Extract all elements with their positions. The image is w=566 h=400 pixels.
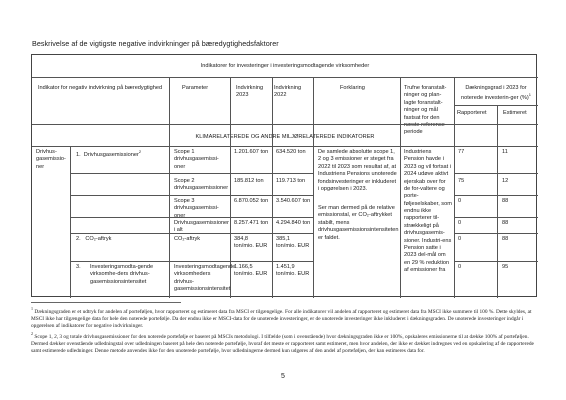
row-3-2022: 3.540.607 ton: [276, 198, 311, 204]
trufne-text: Industriens Pension havde i 2023 og vil fortsat i 2024 udøve aktivt ejerskab over for de for-valtere og porte-føljeselskaber, som endnu ikke rapporterer til-strækkeligt på drivhusgasemis-sioner. Industri-ens Pension satte i 2023 del-mål om en 29 % reduktion af emissioner fra: [404, 149, 452, 273]
header-trufne: Trufne foranstalt-ninger og plan-lagte foranstalt-ninger og mål fastsat for den næste reference-periode: [404, 85, 447, 136]
header-parameter: Parameter: [182, 85, 209, 91]
row-6-parameter: Investeringsmodtagende virksomheders drivhus-gasemissionsintensitet: [174, 264, 236, 293]
row-3-rapporteret: 0: [458, 198, 462, 204]
row-2-2023: 185.812 ton: [234, 178, 264, 184]
row-3-parameter: Scope 3 drivhusgasemissi-oner: [174, 198, 219, 219]
row-2-rapporteret: 75: [458, 178, 465, 184]
row-6-estimeret: 95: [502, 264, 509, 270]
row-5-2022: 385,1 ton/mio. EUR: [276, 236, 310, 250]
row-1-estimeret: 11: [502, 149, 508, 155]
row-4-estimeret: 88: [502, 220, 509, 226]
row-6-rapporteret: 0: [458, 264, 462, 270]
row-4-2022: 4.294.840 ton: [276, 220, 311, 226]
item-3-num: 3.: [76, 264, 81, 270]
row-4-2023: 8.257.471 ton: [234, 220, 269, 226]
pai-table: [31, 54, 537, 297]
header-indicator: Indikator for negativ indvirkning på bæredygtighed: [38, 85, 163, 91]
row-2-estimeret: 12: [502, 178, 509, 184]
footnotes: [31, 306, 539, 356]
header-daekning: Dækningsgrad i 2023 for noterede investerin-ger (%)$^1$: [460, 85, 531, 102]
item-1: 1. Drivhusgasemissioner$^2$: [76, 149, 142, 158]
group-label: Drivhus-gasemissio-ner: [36, 149, 66, 170]
item-2: 2. CO₂-aftryk: [76, 236, 112, 242]
header-indvirkning-2022: Indvirkning 2022: [274, 85, 302, 99]
header-forklaring: Forklaring: [340, 85, 365, 91]
header-indvirkning-2023: Indvirkning 2023: [236, 85, 264, 99]
row-5-rapporteret: 0: [458, 236, 462, 242]
section-heading: KLIMARELATEREDE OG ANDRE MILJØRELATEREDE INDIKATORER: [195, 134, 375, 140]
row-5-parameter: CO₂-aftryk: [174, 236, 201, 242]
page-number: 5: [281, 373, 285, 380]
forklaring-text-2: Ser man dermed på de relative emissionstal, er CO₂-aftrykket stabilt, mens drivhusgasemissionsintensiteten er faldet.: [318, 205, 399, 241]
row-1-2022: 634.520 ton: [276, 149, 306, 155]
row-4-rapporteret: 0: [458, 220, 462, 226]
row-5-estimeret: 88: [502, 236, 509, 242]
table-caption: Indikatorer for investeringer i investeringsmodtagende virksomheder: [200, 63, 370, 69]
row-5-2023: 384,8 ton/mio. EUR: [234, 236, 268, 250]
row-1-2023: 1.201.607 ton: [234, 149, 269, 155]
footnote-2: $^2$ Scope 1, 2, 3 og totale drivhusgasemissioner for den noterede portefølje er baseret på MSCIs metodologi. I tilfælde (som i ovenstående) hvor dækningsgraden ikke er 100%, opskaleres emissionerne til at dække 100% af porteføljen. Dermed dækker ovenstående udledningstal over udledningen baseret på hele den noterede portefølje, hvoraf det meste er rapporteret samt estimeret, men hvor andelen, der ikke er dækket indregnes ved en opskalering af de rapporterede samt estimerede udledninger. Denne metode anvendes ikke for den unoterede portefølje, hvor udledningerne dermed kun udgøres af den andel af porteføljen, der kan estimeres data for.: [31, 331, 534, 355]
row-2-2022: 119.713 ton: [276, 178, 306, 184]
row-2-parameter: Scope 2 drivhusgasemissioner: [174, 178, 229, 192]
row-4-parameter: Drivhusgasemissioner i alt: [174, 220, 230, 234]
header-estimeret: Estimeret: [503, 110, 527, 116]
row-6-2022: 1.451,9 ton/mio. EUR: [276, 264, 310, 278]
forklaring-text-1: De samlede absolutte scope 1, 2 og 3 emissioner er steget fra 2022 til 2023 som resultat af, at Industriens Pensions unoterede fondsinvesteringer er inkluderet i opgørelsen i 2023.: [318, 149, 397, 192]
footnote-rule: [31, 302, 181, 303]
header-rapporteret: Rapporteret: [457, 110, 487, 116]
page-title: Beskrivelse af de vigtigste negative indvirkninger på bæredygtighedsfaktorer: [32, 39, 279, 48]
row-1-rapporteret: 77: [458, 149, 465, 155]
row-6-2023: 1.166,5 ton/mio. EUR: [234, 264, 268, 278]
item-3-name: Investeringsmodta-gende virksomhe-ders drivhus-gasemissionsintensitet: [90, 264, 154, 285]
footnote-1: $^1$ Dækningsgraden er et udtryk for andelen af porteføljen, hvor rapporteret og estimeret data fra MSCI er tilgængelige. For alle indikatorer vil andelen af rapporteret og estimeret data fra MSCI ikke summere til 100 %. Dette skyldes, at MSCI ikke har tilgængelige data for hele den noterede portefølje. Da der endnu ikke er MSCI-data for de unoterede investeringer, er de unoterede investeringer ikke inkluderet i dækningsgraden. De unoterede investeringer indgår i opgørelsen af indikatorer for negative indvirkninger.: [31, 306, 532, 329]
row-3-2023: 6.870.052 ton: [234, 198, 269, 204]
row-1-parameter: Scope 1 drivhusgasemissi-oner: [174, 149, 219, 170]
row-3-estimeret: 88: [502, 198, 509, 204]
